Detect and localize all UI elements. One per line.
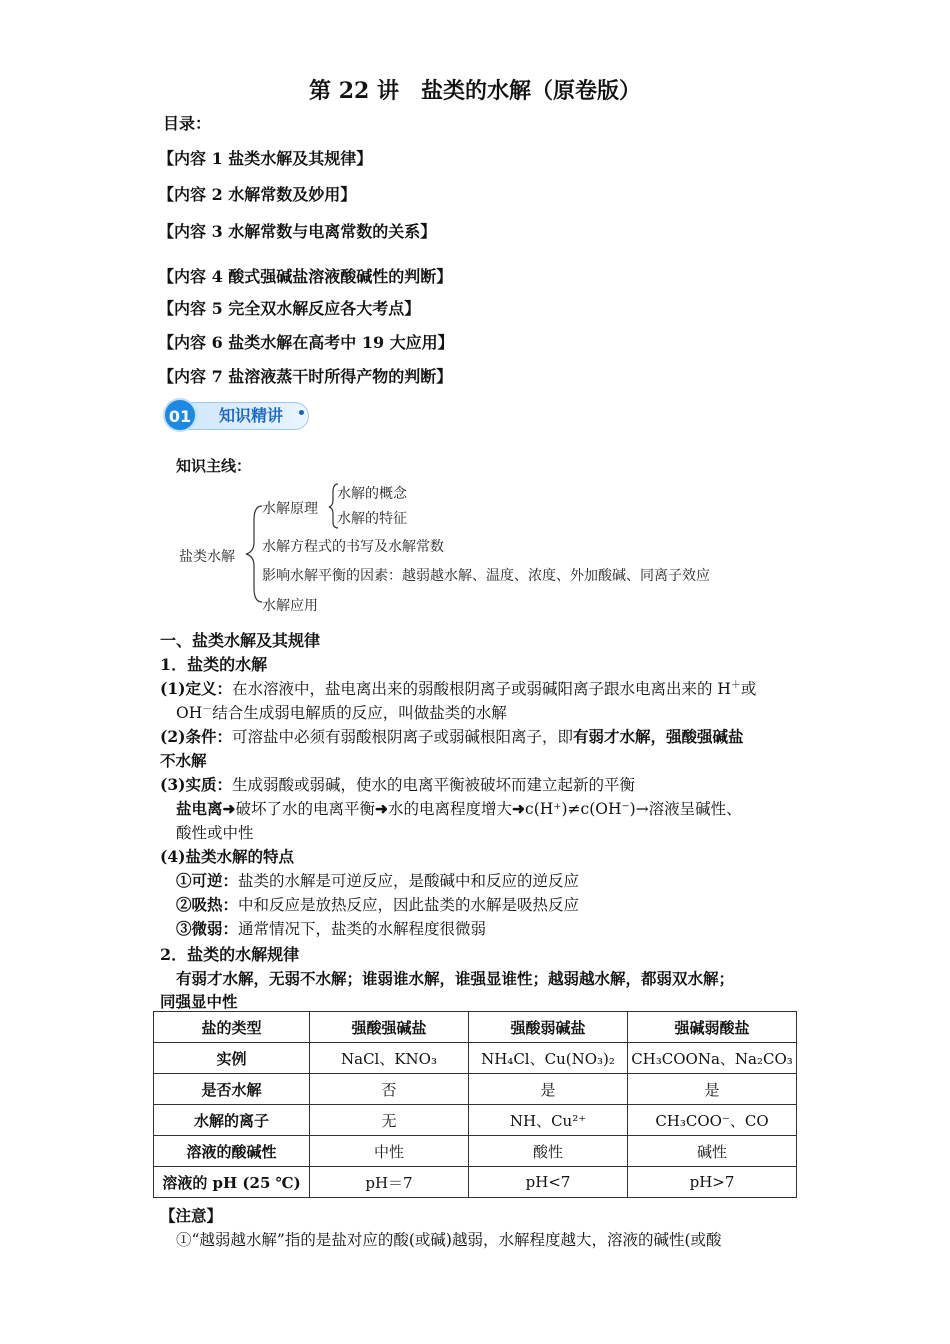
definition-line-2-text: 结合生成弱电解质的反应，叫做盐类的水解 — [212, 704, 507, 723]
table-cell: 酸性 — [469, 1136, 628, 1167]
section-badge — [163, 398, 313, 432]
essence-chain — [176, 797, 742, 819]
badge-number: 01 — [163, 398, 197, 432]
table-row — [154, 1043, 797, 1074]
tree-branch-3: 水解应用 — [262, 598, 318, 614]
table-header-cell: 强碱弱酸盐 — [628, 1012, 797, 1043]
note-line-1: ①“越弱越水解”指的是盐对应的酸(或碱)越弱，水解程度越大，溶液的碱性(或酸 — [176, 1231, 722, 1249]
table-row-label: 是否水解 — [154, 1074, 310, 1105]
tree-principle: 水解原理 — [262, 501, 318, 517]
tree-branch-2: 影响水解平衡的因素：越弱越水解、温度、浓度、外加酸碱、同离子效应 — [262, 568, 710, 584]
toc-item-6: 【内容 6 盐类水解在高考中 19 大应用】 — [158, 333, 454, 352]
note-label: 【注意】 — [160, 1206, 223, 1225]
condition-line-2: 不水解 — [160, 751, 207, 770]
table-cell: pH＝7 — [310, 1167, 469, 1198]
feature-value: 通常情况下，盐类的水解程度很微弱 — [238, 920, 487, 938]
arrow-icon: ➜ — [512, 799, 526, 818]
mainline-heading: 知识主线： — [176, 457, 252, 475]
condition-bold: 有弱才水解，强酸强碱盐 — [572, 727, 744, 746]
table-cell: NH₄Cl、Cu(NO₃)₂ — [469, 1043, 628, 1074]
h-plus-sup: ＋ — [730, 680, 741, 691]
rule-line-2: 同强显中性 — [160, 992, 238, 1011]
table-row-label: 溶液的酸碱性 — [154, 1136, 310, 1167]
tree-root: 盐类水解 — [179, 549, 235, 565]
page-title: 第 22 讲 盐类的水解（原卷版） — [309, 78, 641, 104]
table-header-cell: 强酸弱碱盐 — [469, 1012, 628, 1043]
condition-label: (2)条件： — [160, 727, 232, 746]
condition-line-1 — [160, 725, 743, 747]
features-heading: (4)盐类水解的特点 — [160, 847, 294, 866]
chain-salt-ionization: 盐电离 — [176, 799, 223, 818]
toc-item-2: 【内容 2 水解常数及妙用】 — [158, 185, 357, 204]
table-cell: 无 — [310, 1105, 469, 1136]
definition-label: (1)定义： — [160, 679, 232, 699]
toc-item-5: 【内容 5 完全双水解反应各大考点】 — [158, 299, 421, 318]
table-header-cell: 盐的类型 — [154, 1012, 310, 1043]
table-cell: pH>7 — [628, 1167, 797, 1198]
tree-principle-item-1: 水解的概念 — [337, 486, 407, 502]
table-cell: 是 — [469, 1074, 628, 1105]
table-cell: pH<7 — [469, 1167, 628, 1198]
table-row — [154, 1074, 797, 1105]
table-row — [154, 1136, 797, 1167]
table-header-row — [154, 1012, 797, 1043]
toc-heading: 目录： — [163, 114, 212, 133]
definition-line-1 — [160, 676, 756, 699]
essence-line — [160, 773, 635, 795]
badge-label: 知识精讲 — [219, 406, 284, 425]
essence-text: 生成弱酸或弱碱，使水的电离平衡被破坏而建立起新的平衡 — [231, 776, 635, 794]
arrow-icon: ➜ — [222, 799, 236, 818]
feature-key: ②吸热： — [176, 895, 239, 914]
feature-key: ③微弱： — [176, 919, 239, 938]
oh-text: OH — [176, 704, 203, 723]
hydrolysis-table — [153, 1011, 797, 1198]
table-cell: NaCl、KNO₃ — [310, 1043, 469, 1074]
toc-item-3: 【内容 3 水解常数与电离常数的关系】 — [158, 222, 437, 241]
table-cell: 否 — [310, 1074, 469, 1105]
definition-tail: 或 — [740, 680, 757, 699]
definition-line-2 — [176, 700, 507, 723]
chain-step-4: c(H⁺)≠c(OH⁻)→溶液呈碱性、 — [525, 800, 742, 818]
tree-principle-item-2: 水解的特征 — [337, 511, 407, 527]
chain-step-2: 破坏了水的电离平衡 — [235, 800, 376, 818]
subsection2-heading: 2．盐类的水解规律 — [160, 945, 300, 964]
feature-item — [176, 917, 486, 939]
table-cell: NH、Cu²⁺ — [469, 1105, 628, 1136]
toc-item-7: 【内容 7 盐溶液蒸干时所得产物的判断】 — [158, 367, 453, 386]
feature-key: ①可逆： — [176, 871, 239, 890]
feature-value: 中和反应是放热反应，因此盐类的水解是吸热反应 — [238, 896, 580, 914]
oh-minus-sup: － — [202, 704, 213, 715]
table-cell: CH₃COONa、Na₂CO₃ — [628, 1043, 797, 1074]
essence-chain-line-2: 酸性或中性 — [176, 824, 254, 842]
feature-item — [176, 869, 579, 891]
dot-icon — [299, 410, 304, 415]
toc-item-1: 【内容 1 盐类水解及其规律】 — [158, 149, 373, 168]
table-cell: CH₃COO⁻、CO — [628, 1105, 797, 1136]
table-cell: 是 — [628, 1074, 797, 1105]
arrow-icon: ➜ — [375, 799, 389, 818]
subsection1-heading: 1．盐类的水解 — [160, 655, 268, 674]
chain-step-3: 水的电离程度增大 — [388, 800, 513, 818]
table-row-label: 水解的离子 — [154, 1105, 310, 1136]
table-header-cell: 强酸强碱盐 — [310, 1012, 469, 1043]
table-row — [154, 1105, 797, 1136]
feature-value: 盐类的水解是可逆反应，是酸碱中和反应的逆反应 — [238, 872, 580, 890]
rule-line-1: 有弱才水解，无弱不水解；谁弱谁水解，谁强显谁性；越弱越水解，都弱双水解； — [176, 969, 735, 988]
table-row-label: 实例 — [154, 1043, 310, 1074]
definition-text: 在水溶液中，盐电离出来的弱酸根阴离子或弱碱阳离子跟水电离出来的 H — [231, 680, 731, 699]
essence-label: (3)实质： — [160, 775, 232, 794]
table-cell: 中性 — [310, 1136, 469, 1167]
section1-heading: 一、盐类水解及其规律 — [160, 631, 321, 650]
table-row — [154, 1167, 797, 1198]
condition-text: 可溶盐中必须有弱酸根阴离子或弱碱根阳离子，即 — [231, 728, 573, 746]
feature-item — [176, 893, 579, 915]
tree-branch-1: 水解方程式的书写及水解常数 — [262, 539, 444, 555]
table-row-label: 溶液的 pH (25 ℃) — [154, 1167, 310, 1198]
toc-item-4: 【内容 4 酸式强碱盐溶液酸碱性的判断】 — [158, 267, 453, 286]
table-cell: 碱性 — [628, 1136, 797, 1167]
